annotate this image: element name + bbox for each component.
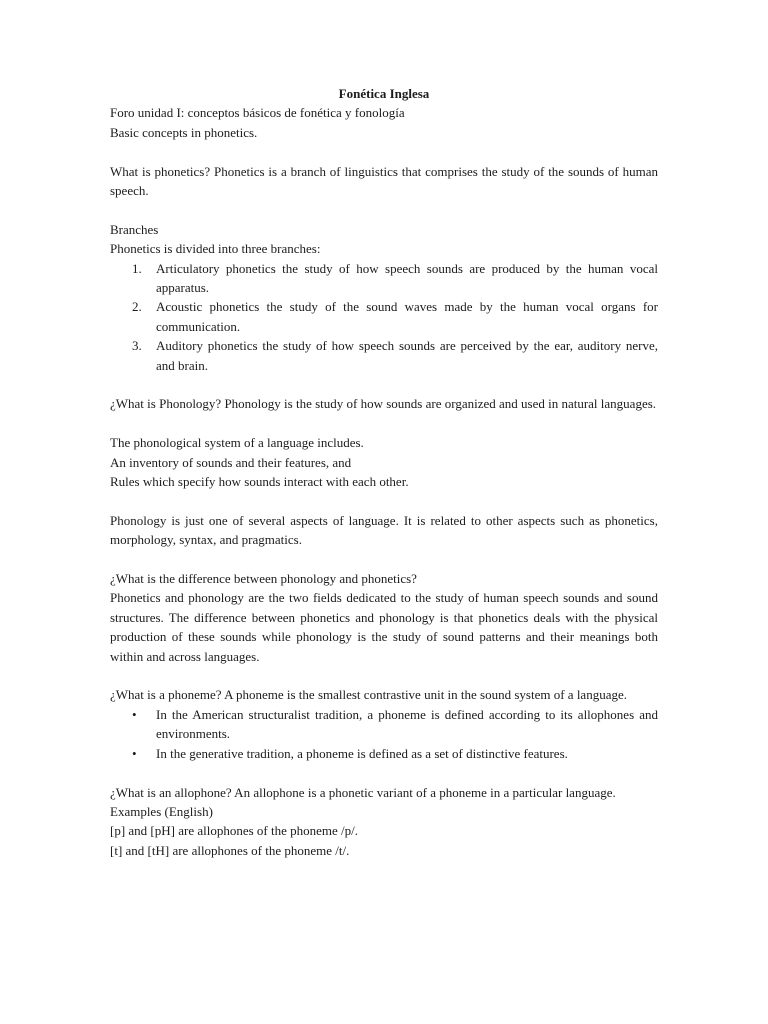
list-number: 1. xyxy=(132,260,142,276)
list-item xyxy=(110,336,658,375)
allophone-paragraph: ¿What is an allophone? An allophone is a phonetic variant of a phoneme in a particular language. xyxy=(110,784,616,800)
phoneme-bullet-list xyxy=(110,705,658,763)
spacer xyxy=(110,375,658,394)
list-item xyxy=(110,297,658,336)
bullet-icon: • xyxy=(132,745,137,761)
system-line: The phonological system of a language includes. xyxy=(110,435,364,451)
difference-question: ¿What is the difference between phonology and phonetics? xyxy=(110,571,417,587)
list-item-text: Auditory phonetics the study of how speech sounds are perceived by the ear, auditory nerve, and brain. xyxy=(156,338,658,373)
bullet-icon: • xyxy=(132,706,137,722)
system-line: Rules which specify how sounds interact with each other. xyxy=(110,474,409,490)
document-page xyxy=(110,84,658,860)
examples-heading: Examples (English) xyxy=(110,803,213,819)
example-line: [p] and [pH] are allophones of the phoneme /p/. xyxy=(110,823,359,839)
phoneme-paragraph: ¿What is a phoneme? A phoneme is the smallest contrastive unit in the sound system of a language. xyxy=(110,687,627,703)
spacer xyxy=(110,550,658,569)
forum-subtitle: Foro unidad I: conceptos básicos de fonética y fonología xyxy=(110,105,405,121)
list-item xyxy=(110,259,658,298)
branches-intro: Phonetics is divided into three branches: xyxy=(110,241,321,257)
system-line: An inventory of sounds and their features, and xyxy=(110,454,352,470)
list-item xyxy=(110,744,658,763)
spacer xyxy=(110,142,658,161)
list-item-text: Acoustic phonetics the study of the sound waves made by the human vocal organs for communication. xyxy=(156,299,658,334)
spacer xyxy=(110,763,658,782)
list-number: 2. xyxy=(132,299,142,315)
spacer xyxy=(110,491,658,510)
list-item-text: In the American structuralist tradition, a phoneme is defined according to its allophones and environments. xyxy=(156,706,658,742)
document-title: Fonética Inglesa xyxy=(338,86,430,101)
branches-heading: Branches xyxy=(110,221,159,237)
list-item-text: Articulatory phonetics the study of how speech sounds are produced by the human vocal apparatus. xyxy=(156,260,658,296)
list-item-text: In the generative tradition, a phoneme is defined as a set of distinctive features. xyxy=(156,745,568,761)
difference-paragraph: Phonetics and phonology are the two fields dedicated to the study of human speech sounds and sound structures. The difference between phonetics and phonology is that phonetics deals with the physical production of these sounds while phonology is the study of sound patterns and their meanings both within and across languages. xyxy=(110,590,658,664)
aspects-paragraph: Phonology is just one of several aspects of language. It is related to other aspects such as phonetics, morphology, syntax, and pragmatics. xyxy=(110,512,658,548)
phonetics-paragraph: What is phonetics? Phonetics is a branch of linguistics that comprises the study of the sounds of human speech. xyxy=(110,163,658,199)
spacer xyxy=(110,666,658,685)
phonology-paragraph: ¿What is Phonology? Phonology is the study of how sounds are organized and used in natural languages. xyxy=(110,396,657,412)
list-number: 3. xyxy=(132,338,142,354)
topic-subtitle: Basic concepts in phonetics. xyxy=(110,124,258,140)
example-line: [t] and [tH] are allophones of the phoneme /t/. xyxy=(110,842,350,858)
list-item xyxy=(110,705,658,744)
spacer xyxy=(110,200,658,219)
spacer xyxy=(110,414,658,433)
branches-list xyxy=(110,259,658,375)
